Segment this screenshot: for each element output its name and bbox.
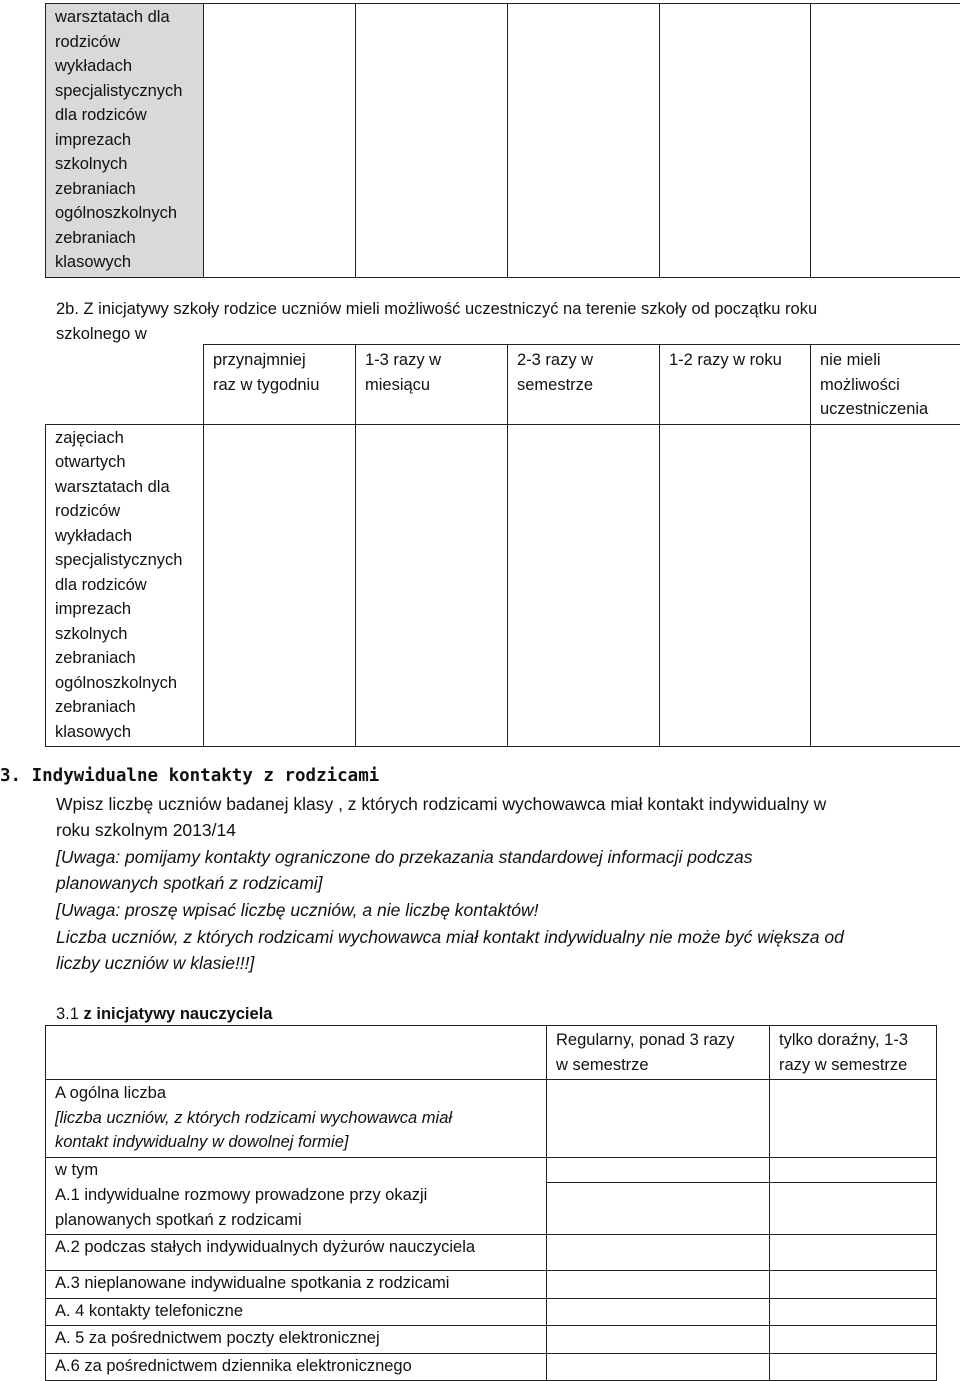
answer-cell[interactable] — [811, 4, 960, 278]
header-label: możliwości — [820, 373, 951, 398]
row-label: zebraniach — [55, 695, 194, 720]
answer-cell[interactable] — [770, 1298, 937, 1326]
section-3-1-heading — [56, 1002, 272, 1027]
answer-cell[interactable] — [547, 1235, 770, 1271]
row-A4-label — [46, 1298, 547, 1326]
row-label: dla rodziców — [55, 573, 194, 598]
row-title: A.1 indywidualne rozmowy prowadzone przy okazji — [55, 1183, 537, 1208]
row-label: specjalistycznych — [55, 548, 194, 573]
header-label: 2-3 razy w — [517, 348, 650, 373]
row-label: otwartych — [55, 450, 194, 475]
row-title: A.2 podczas stałych indywidualnych dyżurów nauczyciela — [55, 1235, 537, 1260]
corner-cell — [46, 345, 204, 425]
answer-cell[interactable] — [770, 1353, 937, 1381]
section-3-note2: [Uwaga: proszę wpisać liczbę uczniów, a nie liczbę kontaktów! — [56, 898, 538, 923]
header-cell — [356, 345, 508, 425]
row-title: A. 5 za pośrednictwem poczty elektronicznej — [55, 1326, 537, 1351]
answer-cell[interactable] — [356, 4, 508, 278]
row-label: wykładach — [55, 524, 194, 549]
answer-cell[interactable] — [660, 4, 811, 278]
row-label: warsztatach dla — [55, 475, 194, 500]
row-title: A.3 nieplanowane indywidualne spotkania z rodzicami — [55, 1271, 537, 1296]
answer-cell[interactable] — [770, 1326, 937, 1354]
header-cell — [660, 345, 811, 425]
answer-cell[interactable] — [547, 1298, 770, 1326]
header-label: Regularny, ponad 3 razy — [556, 1028, 760, 1053]
answer-cell[interactable] — [204, 424, 356, 747]
section-3-title: 3. Indywidualne kontakty z rodzicami — [0, 764, 379, 789]
row-labels-cell — [46, 424, 204, 747]
table-participation-2b — [45, 344, 960, 747]
row-title: A ogólna liczba — [55, 1081, 537, 1106]
row-A3-label — [46, 1271, 547, 1299]
header-label: raz w tygodniu — [213, 373, 346, 398]
row-A2-label — [46, 1235, 547, 1271]
answer-cell[interactable] — [204, 4, 356, 278]
header-label: razy w semestrze — [779, 1053, 927, 1078]
row-label: rodziców — [55, 30, 194, 55]
row-note: [liczba uczniów, z których rodzicami wychowawca miał — [55, 1106, 537, 1131]
table-participation-continued — [45, 3, 960, 278]
answer-cell[interactable] — [547, 1353, 770, 1381]
row-label: imprezach — [55, 128, 194, 153]
row-title: planowanych spotkań z rodzicami — [55, 1208, 537, 1233]
row-title: A. 4 kontakty telefoniczne — [55, 1299, 537, 1324]
answer-cell[interactable] — [770, 1235, 937, 1271]
row-label: specjalistycznych — [55, 79, 194, 104]
answer-cell[interactable] — [547, 1271, 770, 1299]
row-label: zebraniach — [55, 646, 194, 671]
answer-cell[interactable] — [356, 424, 508, 747]
section-3-instruction-line1: Wpisz liczbę uczniów badanej klasy , z których rodzicami wychowawca miał kontakt indywidualny w — [56, 792, 826, 817]
row-label: klasowych — [55, 720, 194, 745]
header-label: uczestniczenia — [820, 397, 951, 422]
row-label: klasowych — [55, 250, 194, 275]
answer-cell[interactable] — [547, 1182, 770, 1235]
header-label: 1-2 razy w roku — [669, 348, 801, 373]
row-label: ogólnoszkolnych — [55, 201, 194, 226]
section-2b-line2: szkolnego w — [56, 322, 147, 347]
header-label: miesiącu — [365, 373, 498, 398]
header-label: nie mieli — [820, 348, 951, 373]
section-3-note1-line1: [Uwaga: pomijamy kontakty ograniczone do przekazania standardowej informacji podczas — [56, 845, 752, 870]
answer-cell[interactable] — [547, 1080, 770, 1158]
row-A1-label — [46, 1182, 547, 1235]
row-label: wykładach — [55, 54, 194, 79]
section-3-1-title: z inicjatywy nauczyciela — [84, 1005, 273, 1023]
header-label: semestrze — [517, 373, 650, 398]
section-3-note3-line2: liczby uczniów w klasie!!!] — [56, 951, 254, 976]
row-A5-label — [46, 1326, 547, 1354]
section-3-note1-line2: planowanych spotkań z rodzicami] — [56, 871, 323, 896]
row-labels-cell — [46, 4, 204, 278]
header-label: przynajmniej — [213, 348, 346, 373]
header-label: 1-3 razy w — [365, 348, 498, 373]
row-label: warsztatach dla — [55, 5, 194, 30]
table-individual-contacts — [45, 1025, 937, 1381]
header-label: w semestrze — [556, 1053, 760, 1078]
row-label: dla rodziców — [55, 103, 194, 128]
row-label: zajęciach — [55, 426, 194, 451]
row-title: A.6 za pośrednictwem dziennika elektronicznego — [55, 1354, 537, 1379]
row-label: rodziców — [55, 499, 194, 524]
row-label: szkolnych — [55, 622, 194, 647]
header-label: tylko doraźny, 1-3 — [779, 1028, 927, 1053]
header-cell — [508, 345, 660, 425]
row-label: imprezach — [55, 597, 194, 622]
answer-cell[interactable] — [770, 1080, 937, 1158]
corner-cell — [46, 1026, 547, 1080]
row-label: zebraniach — [55, 177, 194, 202]
row-note: kontakt indywidualny w dowolnej formie] — [55, 1130, 537, 1155]
answer-cell[interactable] — [770, 1157, 937, 1182]
row-A-label — [46, 1080, 547, 1158]
section-3-instruction-line2: roku szkolnym 2013/14 — [56, 818, 236, 843]
row-label: ogólnoszkolnych — [55, 671, 194, 696]
answer-cell[interactable] — [811, 424, 960, 747]
header-cell — [811, 345, 960, 425]
header-cell — [770, 1026, 937, 1080]
answer-cell[interactable] — [770, 1271, 937, 1299]
section-2b-line1: 2b. Z inicjatywy szkoły rodzice uczniów mieli możliwość uczestniczyć na terenie szkoły od początku roku — [56, 297, 817, 322]
row-A6-label — [46, 1353, 547, 1381]
answer-cell[interactable] — [547, 1326, 770, 1354]
row-title: w tym — [55, 1158, 537, 1183]
answer-cell[interactable] — [508, 4, 660, 278]
header-cell — [204, 345, 356, 425]
answer-cell[interactable] — [508, 424, 660, 747]
row-wtym-label — [46, 1157, 547, 1182]
header-cell — [547, 1026, 770, 1080]
row-label: szkolnych — [55, 152, 194, 177]
row-label: zebraniach — [55, 226, 194, 251]
answer-cell[interactable] — [770, 1182, 937, 1235]
section-3-1-number: 3.1 — [56, 1005, 79, 1023]
answer-cell[interactable] — [660, 424, 811, 747]
answer-cell[interactable] — [547, 1157, 770, 1182]
section-3-note3-line1: Liczba uczniów, z których rodzicami wychowawca miał kontakt indywidualny nie może być większa od — [56, 925, 844, 950]
